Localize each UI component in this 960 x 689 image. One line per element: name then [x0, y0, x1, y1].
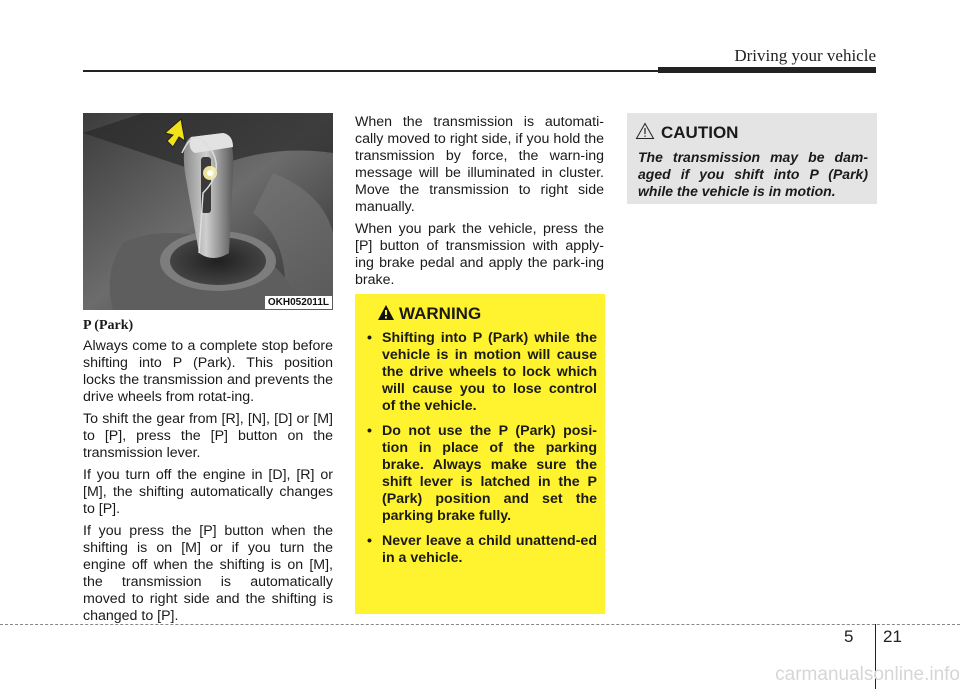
bullet: •	[367, 330, 372, 346]
caution-triangle-icon	[635, 122, 655, 145]
header-rule	[83, 70, 663, 72]
park-paragraph: Always come to a complete stop before shifting into P (Park). This position locks the transmission and prevents the drive wheels from rotat-ing.	[83, 338, 333, 405]
page-number: 21	[883, 627, 902, 646]
bullet: •	[367, 533, 372, 549]
warning-item-text: Do not use the P (Park) posi-tion in place of the parking brake. Always make sure the shift lever is latched in the P (Park) position and set the parking brake fully.	[382, 423, 597, 524]
transmission-paragraph: When you park the vehicle, press the [P] button of transmission with apply-ing brake pedal and apply the park-ing brake.	[355, 221, 604, 288]
figure-code: OKH052011L	[265, 296, 332, 309]
warning-triangle-icon	[377, 304, 395, 326]
warning-list	[365, 330, 597, 575]
warning-title: WARNING	[399, 304, 482, 323]
caution-text: The transmission may be dam-aged if you shift into P (Park) while the vehicle is in motion.	[638, 149, 868, 199]
caution-box	[627, 113, 877, 204]
warning-item	[365, 423, 597, 525]
footer-rule	[0, 624, 960, 625]
warning-item	[365, 330, 597, 415]
gear-shifter-illustration	[83, 113, 333, 310]
warning-item-text: Shifting into P (Park) while the vehicle is in motion will cause the drive wheels to lock which will cause you to lose control of the vehicle.	[382, 330, 597, 414]
section-header-title: Driving your vehicle	[734, 46, 876, 65]
bullet: •	[367, 423, 372, 439]
watermark: carmanualsonline.info	[775, 664, 960, 685]
gear-shifter-photo	[83, 113, 333, 310]
park-paragraph: To shift the gear from [R], [N], [D] or [M] to [P], press the [P] button on the transmission lever.	[83, 411, 333, 461]
warning-item	[365, 533, 597, 567]
chapter-number: 5	[844, 627, 854, 646]
caution-title: CAUTION	[661, 123, 739, 142]
park-paragraph: If you turn off the engine in [D], [R] or [M], the shifting automatically changes to [P].	[83, 467, 333, 517]
park-paragraph: If you press the [P] button when the shifting is on [M] or if you turn the engine off when the shifting is on [M], the transmission is automatically moved to right side and the shifting is changed to [P].	[83, 523, 333, 624]
header-rule-accent	[658, 67, 876, 73]
park-section	[83, 317, 333, 630]
transmission-paragraph: When the transmission is automati-cally moved to right side, if you hold the transmission by force, the warn-ing message will be illuminated in cluster. Move the transmission to right side manually.	[355, 114, 604, 215]
warning-item-text: Never leave a child unattend-ed in a vehicle.	[382, 533, 597, 566]
park-heading: P (Park)	[83, 318, 134, 333]
transmission-notes	[355, 114, 604, 294]
warning-box	[355, 294, 605, 614]
